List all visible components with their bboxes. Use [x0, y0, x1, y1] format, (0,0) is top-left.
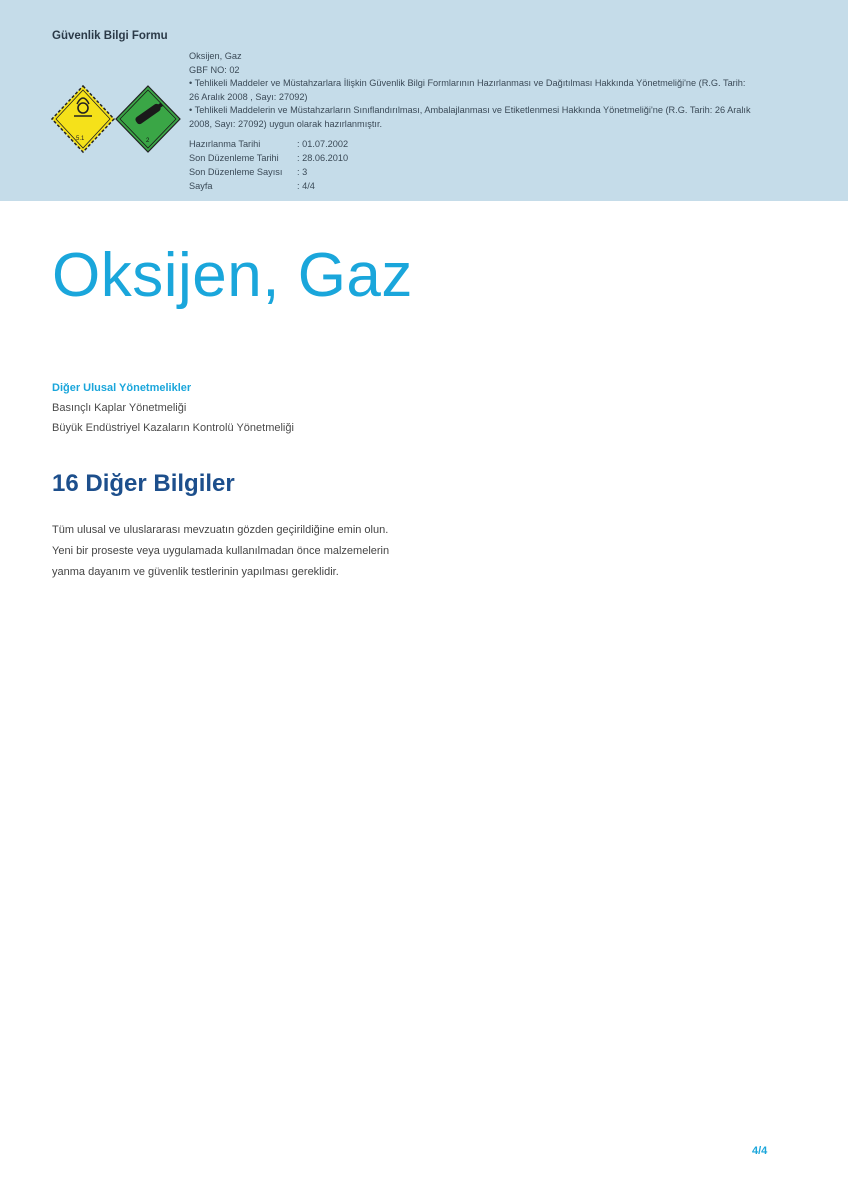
section-16-body — [52, 520, 432, 583]
page-number: 4/4 — [752, 1145, 768, 1157]
meta-row — [189, 137, 789, 151]
regulation-line: • Tehlikeli Maddeler ve Müstahzarlara İlişkin Güvenlik Bilgi Formlarının Hazırlanması ve Dağıtılması Hakkında Yönetmeliği'ne (R.G. Tarih: — [189, 78, 746, 88]
meta-value: : 3 — [297, 167, 308, 177]
other-regulations — [52, 378, 294, 438]
regulation-line: 26 Aralık 2008 , Sayı: 27092) — [189, 91, 308, 102]
regulation-item: Büyük Endüstriyel Kazaların Kontrolü Yönetmeliği — [52, 422, 294, 434]
body-line: Tüm ulusal ve uluslararası mevzuatın gözden geçirildiğine emin olun. — [52, 524, 389, 536]
meta-row — [189, 151, 789, 165]
meta-row — [189, 179, 789, 193]
body-line: Yeni bir proseste veya uygulamada kullanılmadan önce malzemelerin — [52, 545, 390, 557]
regulation-line: • Tehlikeli Maddelerin ve Müstahzarların Sınıflandırılması, Ambalajlanması ve Etiketlenmesi Hakkında Yönetmeliği'ne (R.G. Tarih: 26 Aralık — [189, 105, 751, 115]
meta-value: : 28.06.2010 — [297, 153, 349, 163]
body-line: yanma dayanım ve güvenlik testlerinin yapılması gereklidir. — [52, 566, 339, 578]
meta-row — [189, 165, 789, 179]
form-title: Güvenlik Bilgi Formu — [52, 30, 168, 42]
oxidizer-icon — [52, 86, 114, 152]
hazard-pictograms — [50, 84, 182, 154]
meta-label: Hazırlanma Tarihi — [189, 139, 261, 149]
gas-class-number: 2 — [146, 138, 150, 144]
regulation-item: Basınçlı Kaplar Yönetmeliği — [52, 402, 187, 414]
compressed-gas-icon — [116, 86, 180, 152]
regulation-line: 2008, Sayı: 27092) uygun olarak hazırlanmıştır. — [189, 118, 383, 129]
other-regulations-heading: Diğer Ulusal Yönetmelikler — [52, 382, 192, 394]
section-16-title: 16 Diğer Bilgiler — [52, 470, 235, 497]
gbf-number: GBF NO: 02 — [189, 64, 240, 75]
meta-label: Son Düzenleme Sayısı — [189, 167, 283, 177]
meta-label: Sayfa — [189, 181, 213, 191]
document-header — [0, 0, 848, 201]
meta-value: : 4/4 — [297, 181, 315, 191]
meta-label: Son Düzenleme Tarihi — [189, 153, 279, 163]
oxidizer-class-number: 5.1 — [76, 136, 85, 142]
page-title: Oksijen, Gaz — [52, 241, 413, 310]
header-product: Oksijen, Gaz — [189, 51, 242, 61]
document-meta — [189, 137, 789, 193]
header-info — [189, 50, 789, 193]
meta-value: : 01.07.2002 — [297, 139, 349, 149]
